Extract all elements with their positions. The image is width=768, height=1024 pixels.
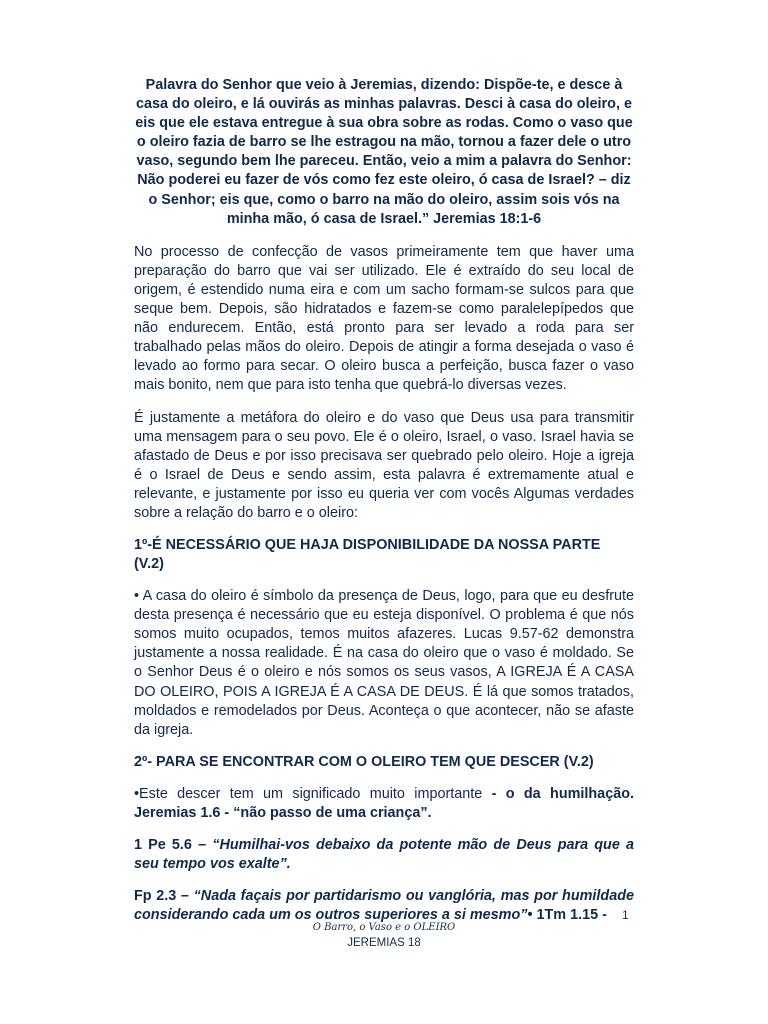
section-heading-1: 1º-É NECESSÁRIO QUE HAJA DISPONIBILIDADE DA NOSSA PARTE (V.2) — [134, 537, 601, 573]
verse-quote-fp: “Nada façais por partidarismo ou vanglória, mas por humildade considerando cada um os outros superiores a si mesmo” — [134, 888, 634, 924]
document-page — [134, 76, 634, 938]
footer-title: JEREMIAS 18 — [347, 937, 421, 949]
verse-ref-1pe: 1 Pe 5.6 – — [134, 837, 213, 853]
verse-ref-fp: Fp 2.3 – — [134, 888, 194, 905]
section-heading-2: 2º- PARA SE ENCONTRAR COM O OLEIRO TEM QUE DESCER (V.2) — [134, 753, 594, 770]
humility-lead: •Este descer tem um significado muito importante — [134, 785, 483, 802]
paragraph-fp — [134, 887, 634, 925]
paragraph-availability: • A casa do oleiro é símbolo da presença de Deus, logo, para que eu desfrute desta presença é necessário que eu esteja disponível. O problema é que nós somos muito ocupados, temos muitos afazeres. Lucas 9.57-62 demonstra justamente a nossa realidade. É na casa do oleiro que o vaso é moldado. Se o Senhor Deus é o oleiro e nós somos os seus vasos, A IGREJA É A CASA DO OLEIRO, POIS A IGREJA É A CASA DE DEUS. É lá que somos tratados, moldados e remodelados por Deus. Aconteça o que acontecer, não se afaste da igreja. — [134, 588, 634, 738]
paragraph-process: No processo de confecção de vasos primeiramente tem que haver uma preparação do barro que vai ser utilizado. Ele é extraído do seu local de origem, é estendido numa eira e com um sacho formam-se sulcos para que seque bem. Depois, são hidratados e fazem-se como paralelepípedos que não endurecem. Então, está pronto para ser levado a roda para ser trabalhado pelas mãos do oleiro. Depois de atingir a forma desejada o vaso é levado ao formo para secar. O oleiro busca a perfeição, busca fazer o vaso mais bonito, nem que para isto tenha que quebrá-lo diversas vezes. — [134, 243, 634, 394]
paragraph-1pe — [134, 836, 634, 874]
humility-emphasis: - o da humilhação. Jeremias 1.6 - “não passo de uma criança”. — [134, 785, 634, 821]
footer-subtitle: O Barro, o Vaso e o OLEIRO — [312, 922, 456, 933]
paragraph-metaphor: É justamente a metáfora do oleiro e do vaso que Deus usa para transmitir uma mensagem para o seu povo. Ele é o oleiro, Israel, o vaso. Israel havia se afastado de Deus e por isso precisava ser quebrado pelo oleiro. Hoje a igreja é o Israel de Deus e sendo assim, esta palavra é extremamente atual e relevante, e justamente por isso eu queria ver com vocês Algumas verdades sobre a relação do barro e o oleiro: — [134, 409, 634, 521]
verse-ref-1tm: • 1Tm 1.15 - — [527, 907, 607, 924]
page-number: 1 — [622, 908, 629, 922]
paragraph-humility — [134, 785, 634, 823]
intro-quote: Palavra do Senhor que veio à Jeremias, dizendo: Dispõe-te, e desce à casa do oleiro, e lá ouvirás as minhas palavras. Desci à casa do oleiro, e eis que ele estava entregue à sua obra sobre as rodas. Como o vaso que o oleiro fazia de barro se lhe estragou na mão, tornou a fazer dele o utro vaso, segundo bem lhe pareceu. Então, veio a mim a palavra do Senhor: Não poderei eu fazer de vós como fez este oleiro, ó casa de Israel? – diz o Senhor; eis que, como o barro na mão do oleiro, assim sois vós na minha mão, ó casa de Israel.” Jeremias 18:1-6 — [135, 77, 633, 227]
verse-quote-1pe: “Humilhai-vos debaixo da potente mão de Deus para que a seu tempo vos exalte”. — [134, 837, 635, 873]
